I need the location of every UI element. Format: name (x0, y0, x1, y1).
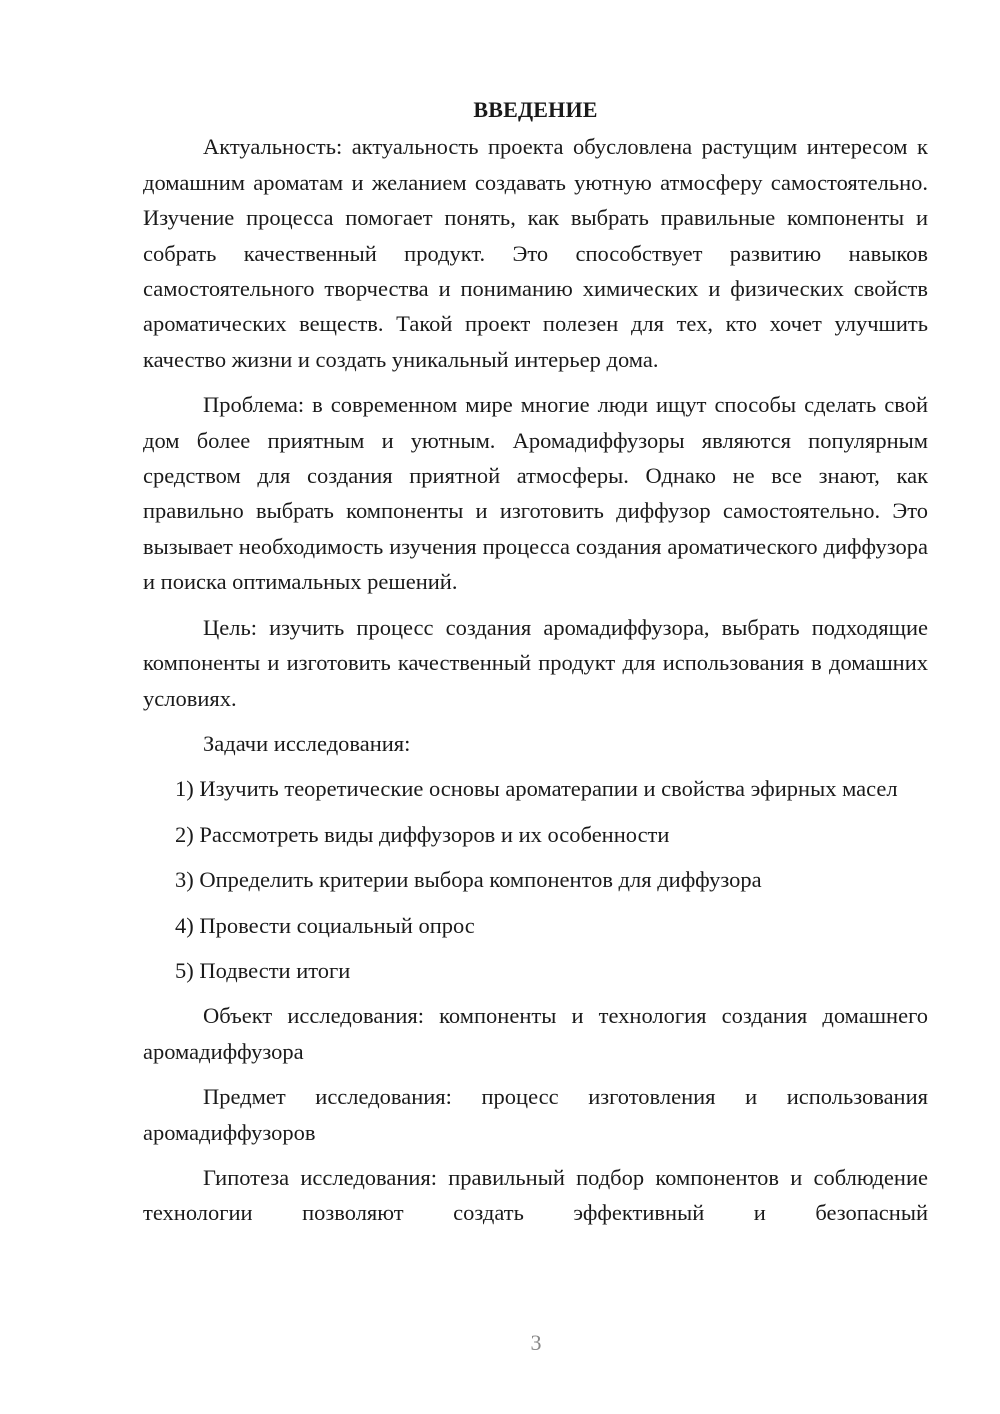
task-item-1: 1) Изучить теоретические основы ароматерапии и свойства эфирных масел (175, 776, 898, 802)
object-paragraph: Объект исследования: компоненты и технология создания домашнего аромадиффузора (143, 1003, 928, 1064)
section-heading: ВВЕДЕНИЕ (473, 97, 598, 122)
task-item-4: 4) Провести социальный опрос (175, 912, 475, 938)
task-item-5: 5) Подвести итоги (175, 957, 351, 983)
task-item-2: 2) Рассмотреть виды диффузоров и их особенности (175, 821, 670, 847)
relevance-paragraph: Актуальность: актуальность проекта обусловлена растущим интересом к домашним ароматам и желанием создавать уютную атмосферу самостоятельно. Изучение процесса помогает понять, как выбрать правильные компоненты и собрать качественный продукт. Это способствует развитию навыков самостоятельного творчества и пониманию химических и физических свойств ароматических веществ. Такой проект полезен для тех, кто хочет улучшить качество жизни и создать уникальный интерьер дома. (143, 134, 928, 372)
document-page (143, 92, 928, 1231)
subject-paragraph: Предмет исследования: процесс изготовления и использования аромадиффузоров (143, 1084, 928, 1145)
tasks-title: Задачи исследования: (203, 730, 411, 756)
task-item-3: 3) Определить критерии выбора компонентов для диффузора (175, 867, 762, 893)
page-number: 3 (530, 1330, 542, 1355)
goal-paragraph: Цель: изучить процесс создания аромадиффузора, выбрать подходящие компоненты и изготовить качественный продукт для использования в домашних условиях. (143, 614, 928, 711)
problem-paragraph: Проблема: в современном мире многие люди ищут способы сделать свой дом более приятным и уютным. Аромадиффузоры являются популярным средством для создания приятной атмосферы. Однако не все знают, как правильно выбрать компоненты и изготовить диффузор самостоятельно. Это вызывает необходимость изучения процесса создания ароматического диффузора и поиска оптимальных решений. (143, 392, 928, 595)
hypothesis-paragraph: Гипотеза исследования: правильный подбор компонентов и соблюдение технологии позволяют создать эффективный и безопасный (143, 1164, 928, 1226)
